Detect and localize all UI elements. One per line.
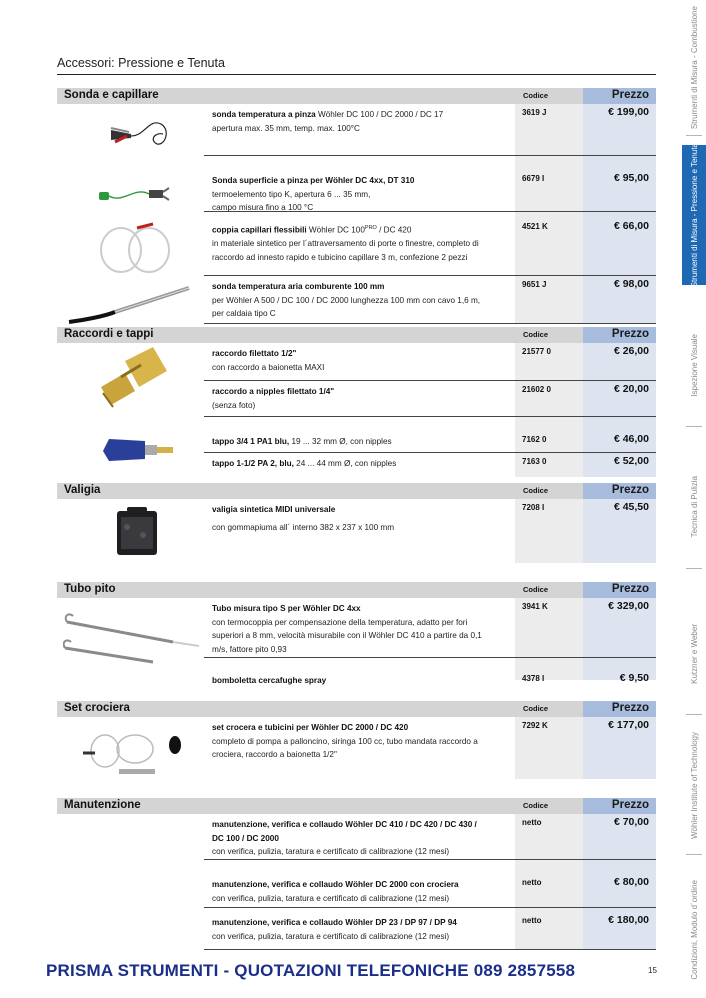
product-row: sonda temperatura a pinza Wöhler DC 100 / DC 2000 / DC 17 apertura max. 35 mm, temp. max. 100°C 3619 J € 199,00 xyxy=(204,104,656,156)
product-title: valigia sintetica MIDI universale xyxy=(212,505,336,514)
product-price: € 26,00 xyxy=(613,345,649,357)
product-row: Tubo misura tipo S per Wöhler DC 4xx con termocoppia per compensazione della temperatura, adatto per fori superiori a 8 mm, velocità misurabile con il Wöhler DC 410 a partire da 0,1 m/s, fattore pito 0,93 3941 K € 329,00 xyxy=(204,598,656,658)
section-raccordi-tappi xyxy=(57,327,656,477)
product-code: 21602 0 xyxy=(522,385,551,394)
product-price: € 45,50 xyxy=(613,501,649,513)
product-title: manutenzione, verifica e collaudo Wöhler DC 2000 con crociera xyxy=(212,880,459,889)
section-sonda-capillare xyxy=(57,88,656,324)
section-header xyxy=(57,701,656,717)
footer-phone-banner: PRISMA STRUMENTI - QUOTAZIONI TELEFONICHE 089 2857558 xyxy=(46,961,576,980)
product-code: netto xyxy=(522,916,542,925)
section-title: Raccordi e tappi xyxy=(64,328,154,340)
product-title: Sonda superficie a pinza per Wöhler DC 4xx, DT 310 xyxy=(212,176,415,185)
air-temperature-probe-image xyxy=(65,282,195,326)
product-row: valigia sintetica MIDI universale con gommapiuma all´ interno 382 x 237 x 100 mm 7208 I € 45,50 xyxy=(212,501,649,532)
product-row: coppia capillari flessibili Wöhler DC $100^{PRO}$ / DC 420 in materiale sintetico per l´attraversamento di porte o finestre, completo di raccordo ad innesto rapido e tubicino capillare 3 m, confezione 2 pezzi 4521 K € 66,00 xyxy=(204,218,656,276)
column-header-code: Codice xyxy=(523,585,549,594)
product-title: tappo 1-1/2 PA 2, blu, xyxy=(212,459,294,468)
product-code: 4378 I xyxy=(522,674,545,683)
column-header-price: Prezzo xyxy=(611,89,649,101)
side-tab-ispezione-visuale[interactable]: Ispezione Visuale xyxy=(689,333,699,397)
column-header-code: Codice xyxy=(523,486,549,495)
product-price: € 66,00 xyxy=(613,220,649,232)
product-title: sonda temperatura aria comburente 100 mm xyxy=(212,282,385,291)
product-price: € 177,00 xyxy=(608,719,649,731)
clamp-probe-image xyxy=(105,110,175,158)
product-title: bomboletta cercafughe spray xyxy=(212,676,327,685)
product-row: raccordo filettato 1/2" con raccordo a baionetta MAXI 21577 0 € 26,00 xyxy=(204,343,656,381)
section-header xyxy=(57,88,656,104)
product-code: 7208 I xyxy=(522,503,545,512)
product-code: netto xyxy=(522,818,542,827)
side-tab-tecnica-pulizia[interactable]: Tecnica di Pulizia xyxy=(689,476,699,538)
product-price: € 20,00 xyxy=(613,383,649,395)
page-number: 15 xyxy=(648,966,657,975)
product-code: 3941 K xyxy=(522,602,548,611)
section-title: Manutenzione xyxy=(64,799,141,811)
product-row xyxy=(204,670,656,690)
product-title: manutenzione, verifica e collaudo Wöhler DC 410 / DC 420 / DC 430 / xyxy=(212,820,477,829)
side-tab-kutzner-weber[interactable]: Kutzner e Weber xyxy=(689,624,699,684)
product-price: € 199,00 xyxy=(608,106,649,118)
product-code: 9651 J xyxy=(522,280,547,289)
section-set-crociera xyxy=(57,701,656,779)
side-tab-pressione-tenuta[interactable]: Strumenti di Misura - Pressione e Tenuta xyxy=(682,145,706,285)
column-header-code: Codice xyxy=(523,330,549,339)
section-title: Set crociera xyxy=(64,702,130,714)
product-title: tappo 3/4 1 PA1 blu, xyxy=(212,437,290,446)
product-row: tappo 1-1/2 PA 2, blu, 24 ... 44 mm Ø, con nipples 7163 0 € 52,00 xyxy=(212,455,649,468)
column-header-price: Prezzo xyxy=(611,583,649,595)
product-title: manutenzione, verifica e collaudo Wöhler DP 23 / DP 97 / DP 94 xyxy=(212,918,457,927)
product-price: € 95,00 xyxy=(613,172,649,184)
section-header xyxy=(57,483,656,499)
section-manutenzione xyxy=(57,798,656,950)
column-header-code: Codice xyxy=(523,704,549,713)
capillary-hoses-image xyxy=(97,220,177,276)
product-code: 7162 0 xyxy=(522,435,547,444)
product-code: netto xyxy=(522,878,542,887)
side-tab-condizioni[interactable]: Condizioni, Modulo d´ordine xyxy=(689,880,699,980)
product-title: sonda temperatura a pinza xyxy=(212,110,316,119)
product-title: raccordo filettato 1/2" xyxy=(212,349,297,358)
column-header-price: Prezzo xyxy=(611,328,649,340)
surface-probe-image xyxy=(95,182,171,212)
page-title: Accessori: Pressione e Tenuta xyxy=(57,56,225,70)
section-tubo-pito xyxy=(57,582,656,685)
blue-plug-image xyxy=(99,435,181,465)
product-price: € 52,00 xyxy=(613,455,649,467)
product-code: 7292 K xyxy=(522,721,548,730)
cross-set-image xyxy=(75,723,195,779)
title-rule xyxy=(57,74,656,75)
product-row: manutenzione, verifica e collaudo Wöhler DP 23 / DP 97 / DP 94 con verifica, pulizia, taratura e certificato di calibrazione (12 mesi) netto € 180,00 xyxy=(204,912,656,950)
product-row: raccordo a nipples filettato 1/4" (senza foto) 21602 0 € 20,00 xyxy=(204,381,656,417)
product-code: 6679 I xyxy=(522,174,545,183)
product-price: € 70,00 xyxy=(613,816,649,828)
product-row: Sonda superficie a pinza per Wöhler DC 4xx, DT 310 termoelemento tipo K, apertura 6 ... 35 mm, campo misura fino a 100 °C 6679 I € 95,00 xyxy=(204,170,656,212)
product-price: € 46,00 xyxy=(613,433,649,445)
section-title: Tubo pito xyxy=(64,583,116,595)
product-row: manutenzione, verifica e collaudo Wöhler DC 2000 con crociera con verifica, pulizia, taratura e certificato di calibrazione (12 mesi) netto € 80,00 xyxy=(204,874,656,908)
section-header xyxy=(57,582,656,598)
section-title: Valigia xyxy=(64,484,101,496)
column-header-price: Prezzo xyxy=(611,484,649,496)
section-header xyxy=(57,798,656,814)
brass-fitting-image xyxy=(91,343,179,415)
product-title: Tubo misura tipo S per Wöhler DC 4xx xyxy=(212,604,361,613)
product-price: € 98,00 xyxy=(613,278,649,290)
product-title: coppia capillari flessibili xyxy=(212,225,307,235)
pitot-tube-image xyxy=(63,602,203,666)
product-price: € 9,50 xyxy=(619,672,649,684)
product-code: 4521 K xyxy=(522,222,548,231)
side-tab-combustione[interactable]: Strumenti di Misura - Combustione xyxy=(689,6,699,130)
section-title: Sonda e capillare xyxy=(64,89,159,101)
column-header-code: Codice xyxy=(523,91,549,100)
product-row: tappo 3/4 1 PA1 blu, 19 ... 32 mm Ø, con nipples 7162 0 € 46,00 xyxy=(204,431,656,453)
product-title: raccordo a nipples filettato 1/4" xyxy=(212,387,335,396)
product-price: € 80,00 xyxy=(613,876,649,888)
product-row: sonda temperatura aria comburente 100 mm per Wöhler A 500 / DC 100 / DC 2000 lunghezza 100 mm con cavo 1,6 m, per caldaia tipo C 9651 J € 98,00 xyxy=(204,276,656,324)
column-header-code: Codice xyxy=(523,801,549,810)
side-tab-wohler-institute[interactable]: Wöhler Institute of Technology xyxy=(689,732,699,840)
product-price: € 329,00 xyxy=(608,600,649,612)
product-price: € 180,00 xyxy=(608,914,649,926)
product-code: 3619 J xyxy=(522,108,547,117)
product-code: 21577 0 xyxy=(522,347,551,356)
product-row: set crocera e tubicini per Wöhler DC 2000 / DC 420 completo di pompa a palloncino, siringa 100 cc, tubo mandata raccordo a crociera, raccordo a baionetta 1/2" 7292 K € 177,00 xyxy=(212,719,649,760)
column-header-price: Prezzo xyxy=(611,799,649,811)
product-title: set crocera e tubicini per Wöhler DC 2000 / DC 420 xyxy=(212,723,409,732)
section-header xyxy=(57,327,656,343)
product-row: manutenzione, verifica e collaudo Wöhler DC 410 / DC 420 / DC 430 / DC 100 / DC 2000 con verifica, pulizia, taratura e certificato di calibrazione (12 mesi) netto € 70,00 xyxy=(204,814,656,860)
product-code: 7163 0 xyxy=(522,457,547,466)
section-valigia xyxy=(57,483,656,563)
column-header-price: Prezzo xyxy=(611,702,649,714)
carrying-case-image xyxy=(113,505,161,559)
